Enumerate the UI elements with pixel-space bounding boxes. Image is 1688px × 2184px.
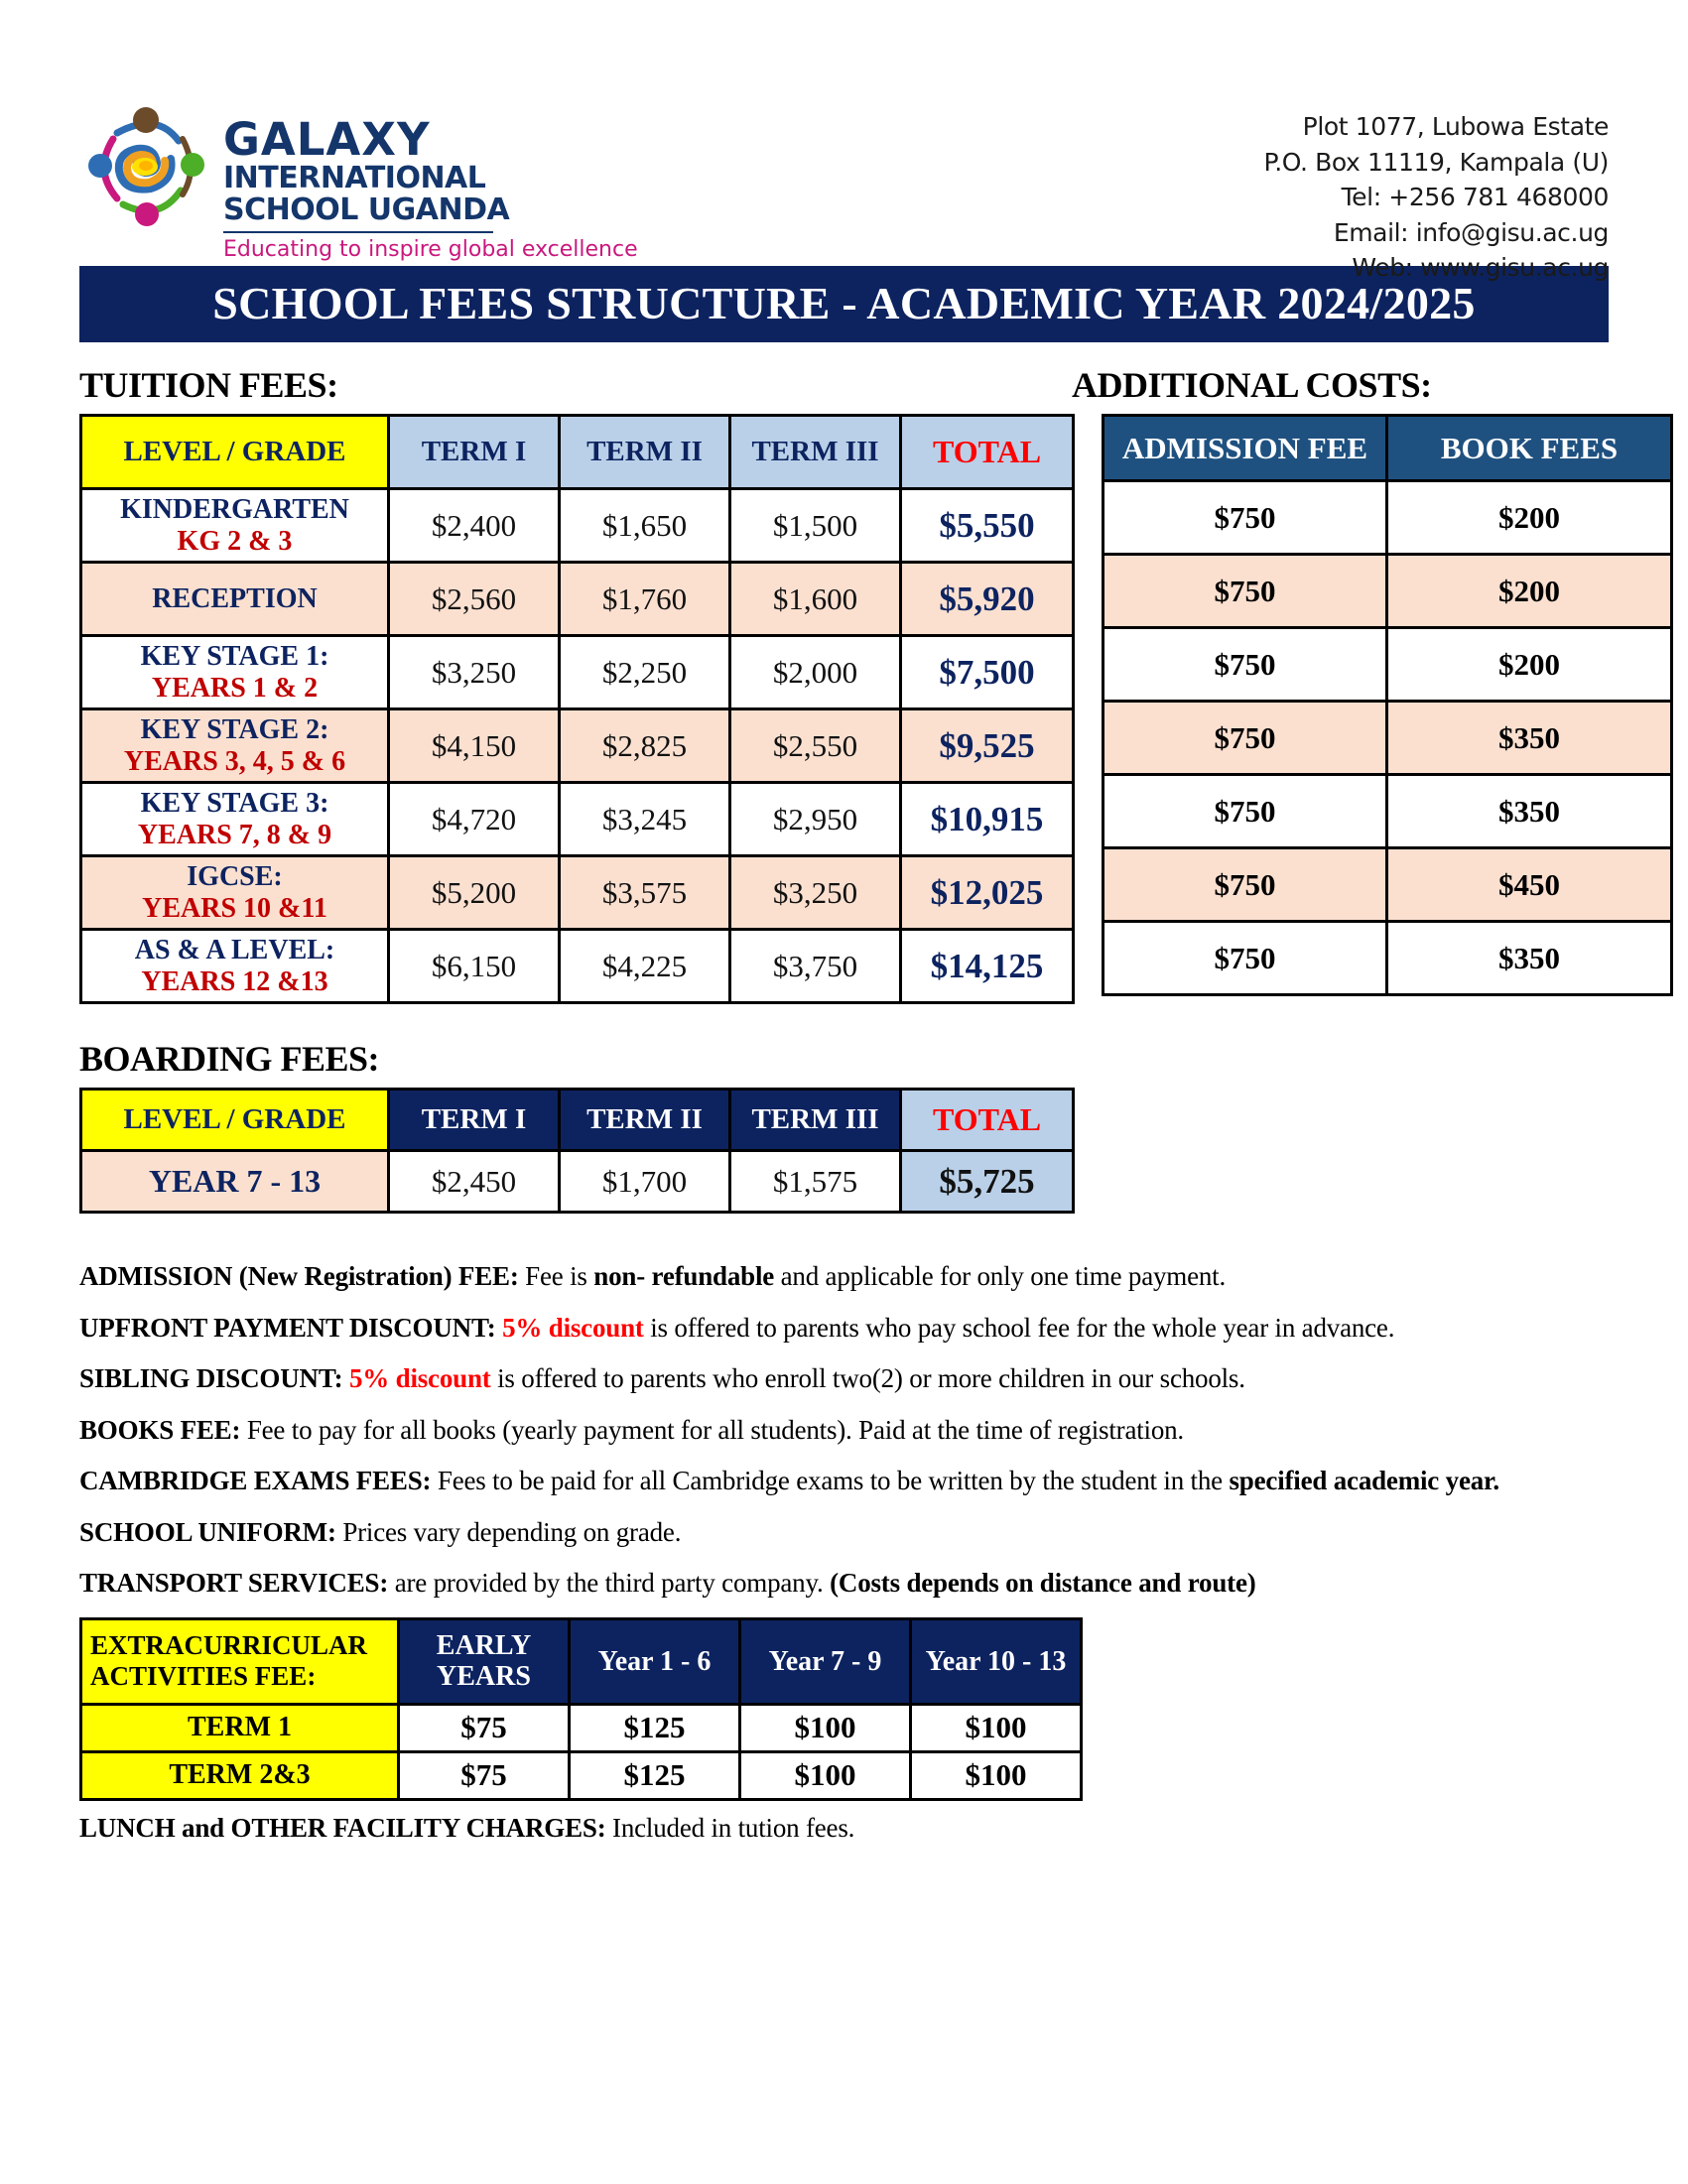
note-item — [79, 1361, 1609, 1396]
tuition-term1-cell: $6,150 — [389, 930, 560, 1003]
table-row — [1104, 481, 1672, 555]
additional-header-1: BOOK FEES — [1387, 416, 1672, 481]
note-item — [79, 1259, 1609, 1294]
note-text-before: Prices vary depending on grade. — [335, 1516, 682, 1547]
extra-term-cell: TERM 1 — [81, 1704, 399, 1751]
contact-web: Web: www.gisu.ac.ug — [1352, 253, 1609, 282]
book-fee-cell: $350 — [1387, 702, 1672, 775]
extra-header-year1-6: Year 1 - 6 — [570, 1618, 740, 1704]
tuition-header-1: TERM I — [389, 416, 560, 489]
lunch-label: LUNCH and OTHER FACILITY CHARGES: — [79, 1812, 606, 1843]
tuition-level-cell: KEY STAGE 3: YEARS 7, 8 & 9 — [81, 783, 389, 856]
tuition-term3-cell: $2,000 — [730, 636, 901, 709]
extra-y10-13-cell: $100 — [911, 1704, 1082, 1751]
table-row — [81, 709, 1074, 783]
table-row — [81, 930, 1074, 1003]
book-fee-cell: $200 — [1387, 555, 1672, 628]
tuition-term1-cell: $2,400 — [389, 489, 560, 563]
table-row — [1104, 555, 1672, 628]
contact-tel: Tel: +256 781 468000 — [1341, 183, 1609, 211]
note-text-after: is offered to parents who enroll two(2) or more children in our schools. — [490, 1363, 1245, 1394]
note-emphasis: 5% discount — [348, 1363, 491, 1394]
boarding-header-0: LEVEL / GRADE — [81, 1090, 389, 1151]
school-logo — [79, 99, 638, 262]
table-row — [1104, 922, 1672, 995]
logo-wordmark — [223, 99, 638, 262]
lunch-text: Included in tution fees. — [605, 1812, 855, 1843]
tuition-total-cell: $10,915 — [901, 783, 1074, 856]
book-fee-cell: $450 — [1387, 848, 1672, 922]
tuition-total-cell: $12,025 — [901, 856, 1074, 930]
extra-header-early-years: EARLY YEARS — [399, 1618, 570, 1704]
note-text-before: Fee to pay for all books (yearly payment for all students). Paid at the time of registration. — [240, 1414, 1184, 1445]
tuition-term1-cell: $4,150 — [389, 709, 560, 783]
tuition-term2-cell: $3,575 — [560, 856, 730, 930]
admission-fee-cell: $750 — [1104, 702, 1387, 775]
extra-term-cell: TERM 2&3 — [81, 1751, 399, 1799]
tuition-term3-cell: $1,600 — [730, 563, 901, 636]
table-row — [1104, 775, 1672, 848]
logo-tagline: Educating to inspire global excellence — [223, 237, 638, 262]
note-label: TRANSPORT SERVICES: — [79, 1568, 389, 1599]
tuition-level-cell: IGCSE: YEARS 10 &11 — [81, 856, 389, 930]
tuition-term3-cell: $2,950 — [730, 783, 901, 856]
extra-header-label: EXTRACURRICULAR ACTIVITIES FEE: — [81, 1618, 399, 1704]
table-row — [81, 563, 1074, 636]
note-item — [79, 1515, 1609, 1550]
galaxy-spiral-icon — [79, 99, 213, 233]
logo-line-international: INTERNATIONAL — [223, 161, 486, 195]
note-label: SCHOOL UNIFORM: — [79, 1516, 336, 1547]
boarding-total-cell: $5,725 — [901, 1151, 1074, 1213]
tuition-fees-table — [79, 414, 1075, 1004]
note-item — [79, 1311, 1609, 1346]
tuition-total-cell: $7,500 — [901, 636, 1074, 709]
table-row — [81, 856, 1074, 930]
note-emphasis: specified academic year. — [1229, 1466, 1499, 1496]
boarding-term3-cell: $1,575 — [730, 1151, 901, 1213]
contact-pobox: P.O. Box 11119, Kampala (U) — [1263, 147, 1609, 177]
extra-early-cell: $75 — [399, 1751, 570, 1799]
tuition-term1-cell: $3,250 — [389, 636, 560, 709]
contact-email: Email: info@gisu.ac.ug — [1333, 217, 1609, 247]
table-row — [81, 1704, 1082, 1751]
admission-fee-cell: $750 — [1104, 922, 1387, 995]
extra-y7-9-cell: $100 — [740, 1751, 911, 1799]
page-title-banner: SCHOOL FEES STRUCTURE - ACADEMIC YEAR 2024/2025 — [79, 266, 1609, 342]
tuition-total-cell: $9,525 — [901, 709, 1074, 783]
notes-list — [79, 1259, 1609, 1601]
note-label: CAMBRIDGE EXAMS FEES: — [79, 1466, 432, 1496]
admission-fee-cell: $750 — [1104, 555, 1387, 628]
tuition-term2-cell: $3,245 — [560, 783, 730, 856]
tuition-total-cell: $14,125 — [901, 930, 1074, 1003]
book-fee-cell: $350 — [1387, 775, 1672, 848]
book-fee-cell: $200 — [1387, 628, 1672, 702]
additional-header-0: ADMISSION FEE — [1104, 416, 1387, 481]
logo-line-galaxy: GALAXY — [223, 113, 431, 166]
tuition-total-cell: $5,550 — [901, 489, 1074, 563]
tuition-term2-cell: $4,225 — [560, 930, 730, 1003]
note-emphasis: 5% discount — [502, 1312, 644, 1343]
contact-address: Plot 1077, Lubowa Estate — [1302, 112, 1609, 141]
note-text-after: is offered to parents who pay school fee for the whole year in advance. — [643, 1312, 1395, 1343]
table-row — [1104, 702, 1672, 775]
note-text-after: and applicable for only one time payment. — [774, 1261, 1227, 1291]
boarding-header-3: TERM III — [730, 1090, 901, 1151]
table-row — [81, 1151, 1074, 1213]
logo-line-school-uganda: SCHOOL UGANDA — [223, 193, 510, 227]
extra-y7-9-cell: $100 — [740, 1704, 911, 1751]
table-row — [81, 1751, 1082, 1799]
note-text-before: Fees to be paid for all Cambridge exams to be written by the student in the — [431, 1466, 1230, 1496]
tuition-section-title: TUITION FEES: — [79, 365, 338, 405]
boarding-fees-table — [79, 1088, 1075, 1214]
note-label: UPFRONT PAYMENT DISCOUNT: — [79, 1312, 496, 1343]
table-header-row — [81, 416, 1074, 489]
tuition-term2-cell: $1,650 — [560, 489, 730, 563]
book-fee-cell: $200 — [1387, 481, 1672, 555]
table-header-row — [81, 1618, 1082, 1704]
extra-y1-6-cell: $125 — [570, 1704, 740, 1751]
contact-block — [1263, 99, 1609, 286]
extra-y10-13-cell: $100 — [911, 1751, 1082, 1799]
tuition-level-cell: KINDERGARTEN KG 2 & 3 — [81, 489, 389, 563]
tuition-term2-cell: $1,760 — [560, 563, 730, 636]
admission-fee-cell: $750 — [1104, 481, 1387, 555]
tuition-term3-cell: $2,550 — [730, 709, 901, 783]
tuition-header-3: TERM III — [730, 416, 901, 489]
table-row — [81, 489, 1074, 563]
tuition-term3-cell: $1,500 — [730, 489, 901, 563]
tuition-level-cell: KEY STAGE 1: YEARS 1 & 2 — [81, 636, 389, 709]
lunch-note — [79, 1813, 1609, 1844]
tuition-level-cell: KEY STAGE 2: YEARS 3, 4, 5 & 6 — [81, 709, 389, 783]
tuition-level-cell: RECEPTION — [81, 563, 389, 636]
tuition-level-cell: AS & A LEVEL: YEARS 12 &13 — [81, 930, 389, 1003]
extra-early-cell: $75 — [399, 1704, 570, 1751]
tuition-term2-cell: $2,250 — [560, 636, 730, 709]
note-label: ADMISSION (New Registration) FEE: — [79, 1261, 519, 1291]
tuition-term2-cell: $2,825 — [560, 709, 730, 783]
table-row — [1104, 848, 1672, 922]
table-row — [81, 783, 1074, 856]
note-item — [79, 1413, 1609, 1448]
extra-header-year10-13: Year 10 - 13 — [911, 1618, 1082, 1704]
note-label: SIBLING DISCOUNT: — [79, 1363, 343, 1394]
admission-fee-cell: $750 — [1104, 628, 1387, 702]
boarding-header-4: TOTAL — [901, 1090, 1074, 1151]
tuition-term3-cell: $3,250 — [730, 856, 901, 930]
tuition-header-2: TERM II — [560, 416, 730, 489]
note-item — [79, 1566, 1609, 1601]
additional-section-title: ADDITIONAL COSTS: — [1072, 365, 1432, 405]
extracurricular-fees-table — [79, 1617, 1083, 1801]
tuition-total-cell: $5,920 — [901, 563, 1074, 636]
section-titles-row — [79, 364, 1609, 406]
note-label: BOOKS FEE: — [79, 1414, 241, 1445]
boarding-section-title: BOARDING FEES: — [79, 1039, 380, 1079]
tuition-term1-cell: $4,720 — [389, 783, 560, 856]
book-fee-cell: $350 — [1387, 922, 1672, 995]
admission-fee-cell: $750 — [1104, 775, 1387, 848]
tuition-header-0: LEVEL / GRADE — [81, 416, 389, 489]
boarding-term2-cell: $1,700 — [560, 1151, 730, 1213]
table-header-row — [81, 1090, 1074, 1151]
table-header-row — [1104, 416, 1672, 481]
note-text-before: Fee is — [518, 1261, 594, 1291]
note-emphasis: (Costs depends on distance and route) — [830, 1568, 1256, 1599]
note-item — [79, 1464, 1609, 1498]
boarding-level-cell: YEAR 7 - 13 — [81, 1151, 389, 1213]
tuition-header-4: TOTAL — [901, 416, 1074, 489]
note-text-before: are provided by the third party company. — [388, 1568, 831, 1599]
boarding-header-2: TERM II — [560, 1090, 730, 1151]
boarding-term1-cell: $2,450 — [389, 1151, 560, 1213]
admission-fee-cell: $750 — [1104, 848, 1387, 922]
fees-tables-row — [79, 414, 1619, 1004]
table-row — [81, 636, 1074, 709]
table-row — [1104, 628, 1672, 702]
extra-y1-6-cell: $125 — [570, 1751, 740, 1799]
tuition-term3-cell: $3,750 — [730, 930, 901, 1003]
tuition-term1-cell: $2,560 — [389, 563, 560, 636]
boarding-header-1: TERM I — [389, 1090, 560, 1151]
additional-costs-table — [1102, 414, 1673, 996]
tuition-term1-cell: $5,200 — [389, 856, 560, 930]
extra-header-year7-9: Year 7 - 9 — [740, 1618, 911, 1704]
document-header — [79, 0, 1609, 282]
logo-divider — [223, 231, 493, 233]
note-emphasis: non- refundable — [593, 1261, 775, 1291]
